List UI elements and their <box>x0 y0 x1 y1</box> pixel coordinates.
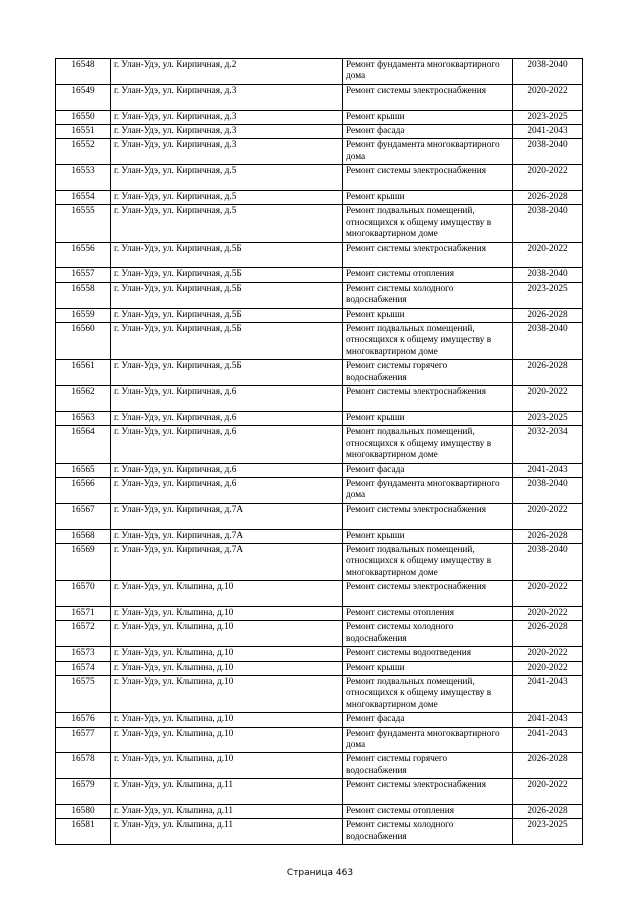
address-cell: г. Улан-Удэ, ул. Кирпичная, д.5Б <box>111 323 343 360</box>
table-row <box>56 779 583 805</box>
address-cell: г. Улан-Удэ, ул. Клыпина, д.11 <box>111 779 343 805</box>
address-cell: г. Улан-Удэ, ул. Клыпина, д.10 <box>111 676 343 713</box>
period-cell: 2041-2043 <box>513 713 583 727</box>
address-cell: г. Улан-Удэ, ул. Кирпичная, д.7А <box>111 503 343 529</box>
work-type-cell: Ремонт крыши <box>343 529 513 543</box>
work-type-cell: Ремонт крыши <box>343 661 513 675</box>
table-row <box>56 268 583 282</box>
work-type-cell: Ремонт фундамента многоквартирного дома <box>343 477 513 503</box>
work-type-cell: Ремонт крыши <box>343 110 513 124</box>
work-type-cell: Ремонт системы холодного водоснабжения <box>343 819 513 845</box>
address-cell: г. Улан-Удэ, ул. Кирпичная, д.5Б <box>111 282 343 308</box>
address-cell: г. Улан-Удэ, ул. Кирпичная, д.5 <box>111 205 343 242</box>
period-cell: 2041-2043 <box>513 125 583 139</box>
address-cell: г. Улан-Удэ, ул. Клыпина, д.10 <box>111 647 343 661</box>
address-cell: г. Улан-Удэ, ул. Кирпичная, д.3 <box>111 84 343 110</box>
period-cell: 2038-2040 <box>513 205 583 242</box>
address-cell: г. Улан-Удэ, ул. Кирпичная, д.6 <box>111 426 343 463</box>
table-row <box>56 713 583 727</box>
work-type-cell: Ремонт крыши <box>343 191 513 205</box>
period-cell: 2038-2040 <box>513 139 583 165</box>
work-type-cell: Ремонт системы холодного водоснабжения <box>343 621 513 647</box>
period-cell: 2020-2022 <box>513 581 583 607</box>
row-number: 16563 <box>56 411 111 425</box>
table-row <box>56 647 583 661</box>
work-type-cell: Ремонт фасада <box>343 463 513 477</box>
work-type-cell: Ремонт фундамента многоквартирного дома <box>343 727 513 753</box>
address-cell: г. Улан-Удэ, ул. Кирпичная, д.5Б <box>111 268 343 282</box>
period-cell: 2026-2028 <box>513 360 583 386</box>
table-row <box>56 308 583 322</box>
table-row <box>56 110 583 124</box>
row-number: 16551 <box>56 125 111 139</box>
row-number: 16567 <box>56 503 111 529</box>
address-cell: г. Улан-Удэ, ул. Клыпина, д.10 <box>111 713 343 727</box>
table-row <box>56 661 583 675</box>
table-row <box>56 477 583 503</box>
period-cell: 2020-2022 <box>513 242 583 268</box>
row-number: 16555 <box>56 205 111 242</box>
row-number: 16571 <box>56 606 111 620</box>
period-cell: 2023-2025 <box>513 110 583 124</box>
period-cell: 2023-2025 <box>513 411 583 425</box>
row-number: 16575 <box>56 676 111 713</box>
period-cell: 2023-2025 <box>513 819 583 845</box>
address-cell: г. Улан-Удэ, ул. Клыпина, д.10 <box>111 621 343 647</box>
table-row <box>56 84 583 110</box>
address-cell: г. Улан-Удэ, ул. Клыпина, д.10 <box>111 581 343 607</box>
table-row <box>56 727 583 753</box>
work-type-cell: Ремонт системы электроснабжения <box>343 386 513 412</box>
work-type-cell: Ремонт системы горячего водоснабжения <box>343 753 513 779</box>
work-type-cell: Ремонт системы отопления <box>343 606 513 620</box>
period-cell: 2020-2022 <box>513 779 583 805</box>
period-cell: 2026-2028 <box>513 753 583 779</box>
table-row <box>56 463 583 477</box>
address-cell: г. Улан-Удэ, ул. Кирпичная, д.5Б <box>111 242 343 268</box>
table-row <box>56 411 583 425</box>
row-number: 16550 <box>56 110 111 124</box>
address-cell: г. Улан-Удэ, ул. Кирпичная, д.3 <box>111 139 343 165</box>
table-row <box>56 503 583 529</box>
address-cell: г. Улан-Удэ, ул. Клыпина, д.11 <box>111 805 343 819</box>
work-type-cell: Ремонт системы электроснабжения <box>343 503 513 529</box>
table-body <box>56 59 583 845</box>
address-cell: г. Улан-Удэ, ул. Кирпичная, д.7А <box>111 543 343 580</box>
period-cell: 2038-2040 <box>513 59 583 85</box>
table-row <box>56 242 583 268</box>
period-cell: 2026-2028 <box>513 529 583 543</box>
table-row <box>56 621 583 647</box>
address-cell: г. Улан-Удэ, ул. Кирпичная, д.5Б <box>111 360 343 386</box>
period-cell: 2041-2043 <box>513 676 583 713</box>
table-row <box>56 676 583 713</box>
table-row <box>56 426 583 463</box>
period-cell: 2023-2025 <box>513 282 583 308</box>
period-cell: 2020-2022 <box>513 661 583 675</box>
row-number: 16573 <box>56 647 111 661</box>
address-cell: г. Улан-Удэ, ул. Клыпина, д.10 <box>111 606 343 620</box>
row-number: 16564 <box>56 426 111 463</box>
row-number: 16572 <box>56 621 111 647</box>
period-cell: 2038-2040 <box>513 477 583 503</box>
period-cell: 2020-2022 <box>513 647 583 661</box>
work-type-cell: Ремонт системы электроснабжения <box>343 581 513 607</box>
row-number: 16548 <box>56 59 111 85</box>
row-number: 16581 <box>56 819 111 845</box>
work-type-cell: Ремонт фасада <box>343 125 513 139</box>
row-number: 16552 <box>56 139 111 165</box>
address-cell: г. Улан-Удэ, ул. Кирпичная, д.5Б <box>111 308 343 322</box>
period-cell: 2038-2040 <box>513 543 583 580</box>
address-cell: г. Улан-Удэ, ул. Кирпичная, д.7А <box>111 529 343 543</box>
work-type-cell: Ремонт системы электроснабжения <box>343 779 513 805</box>
row-number: 16568 <box>56 529 111 543</box>
work-type-cell: Ремонт системы электроснабжения <box>343 84 513 110</box>
table-row <box>56 543 583 580</box>
address-cell: г. Улан-Удэ, ул. Кирпичная, д.2 <box>111 59 343 85</box>
work-type-cell: Ремонт системы отопления <box>343 805 513 819</box>
row-number: 16570 <box>56 581 111 607</box>
table-row <box>56 125 583 139</box>
row-number: 16566 <box>56 477 111 503</box>
work-type-cell: Ремонт системы электроснабжения <box>343 242 513 268</box>
address-cell: г. Улан-Удэ, ул. Клыпина, д.11 <box>111 819 343 845</box>
work-type-cell: Ремонт крыши <box>343 308 513 322</box>
period-cell: 2026-2028 <box>513 805 583 819</box>
row-number: 16557 <box>56 268 111 282</box>
work-type-cell: Ремонт системы электроснабжения <box>343 165 513 191</box>
address-cell: г. Улан-Удэ, ул. Клыпина, д.10 <box>111 753 343 779</box>
row-number: 16565 <box>56 463 111 477</box>
period-cell: 2020-2022 <box>513 84 583 110</box>
work-type-cell: Ремонт подвальных помещений, относящихся к общему имуществу в многоквартирном доме <box>343 205 513 242</box>
row-number: 16559 <box>56 308 111 322</box>
work-type-cell: Ремонт подвальных помещений, относящихся к общему имуществу в многоквартирном доме <box>343 426 513 463</box>
row-number: 16576 <box>56 713 111 727</box>
address-cell: г. Улан-Удэ, ул. Кирпичная, д.6 <box>111 386 343 412</box>
period-cell: 2041-2043 <box>513 727 583 753</box>
table-row <box>56 323 583 360</box>
period-cell: 2038-2040 <box>513 323 583 360</box>
period-cell: 2026-2028 <box>513 191 583 205</box>
work-type-cell: Ремонт фундамента многоквартирного дома <box>343 139 513 165</box>
capital-repair-table <box>55 58 583 845</box>
table-row <box>56 805 583 819</box>
table-row <box>56 59 583 85</box>
page-number: Страница 463 <box>286 868 354 878</box>
work-type-cell: Ремонт подвальных помещений, относящихся к общему имуществу в многоквартирном доме <box>343 676 513 713</box>
work-type-cell: Ремонт фундамента многоквартирного дома <box>343 59 513 85</box>
work-type-cell: Ремонт фасада <box>343 713 513 727</box>
work-type-cell: Ремонт системы горячего водоснабжения <box>343 360 513 386</box>
table-row <box>56 191 583 205</box>
address-cell: г. Улан-Удэ, ул. Кирпичная, д.6 <box>111 477 343 503</box>
row-number: 16554 <box>56 191 111 205</box>
work-type-cell: Ремонт крыши <box>343 411 513 425</box>
table-row <box>56 205 583 242</box>
row-number: 16577 <box>56 727 111 753</box>
address-cell: г. Улан-Удэ, ул. Кирпичная, д.6 <box>111 463 343 477</box>
period-cell: 2026-2028 <box>513 621 583 647</box>
work-type-cell: Ремонт подвальных помещений, относящихся к общему имуществу в многоквартирном доме <box>343 323 513 360</box>
address-cell: г. Улан-Удэ, ул. Кирпичная, д.3 <box>111 110 343 124</box>
row-number: 16579 <box>56 779 111 805</box>
address-cell: г. Улан-Удэ, ул. Кирпичная, д.5 <box>111 165 343 191</box>
row-number: 16558 <box>56 282 111 308</box>
table-row <box>56 282 583 308</box>
table-row <box>56 606 583 620</box>
row-number: 16549 <box>56 84 111 110</box>
work-type-cell: Ремонт системы отопления <box>343 268 513 282</box>
row-number: 16560 <box>56 323 111 360</box>
row-number: 16562 <box>56 386 111 412</box>
work-type-cell: Ремонт подвальных помещений, относящихся к общему имуществу в многоквартирном доме <box>343 543 513 580</box>
address-cell: г. Улан-Удэ, ул. Кирпичная, д.3 <box>111 125 343 139</box>
table-row <box>56 139 583 165</box>
period-cell: 2032-2034 <box>513 426 583 463</box>
row-number: 16574 <box>56 661 111 675</box>
table-row <box>56 753 583 779</box>
period-cell: 2020-2022 <box>513 165 583 191</box>
row-number: 16556 <box>56 242 111 268</box>
work-type-cell: Ремонт системы водоотведения <box>343 647 513 661</box>
period-cell: 2020-2022 <box>513 503 583 529</box>
period-cell: 2020-2022 <box>513 606 583 620</box>
row-number: 16578 <box>56 753 111 779</box>
address-cell: г. Улан-Удэ, ул. Клыпина, д.10 <box>111 727 343 753</box>
work-type-cell: Ремонт системы холодного водоснабжения <box>343 282 513 308</box>
row-number: 16580 <box>56 805 111 819</box>
table-row <box>56 386 583 412</box>
table-row <box>56 581 583 607</box>
address-cell: г. Улан-Удэ, ул. Кирпичная, д.5 <box>111 191 343 205</box>
row-number: 16561 <box>56 360 111 386</box>
table-row <box>56 360 583 386</box>
table-row <box>56 529 583 543</box>
period-cell: 2026-2028 <box>513 308 583 322</box>
period-cell: 2041-2043 <box>513 463 583 477</box>
period-cell: 2038-2040 <box>513 268 583 282</box>
row-number: 16553 <box>56 165 111 191</box>
table-row <box>56 165 583 191</box>
address-cell: г. Улан-Удэ, ул. Кирпичная, д.6 <box>111 411 343 425</box>
period-cell: 2020-2022 <box>513 386 583 412</box>
address-cell: г. Улан-Удэ, ул. Клыпина, д.10 <box>111 661 343 675</box>
row-number: 16569 <box>56 543 111 580</box>
table-row <box>56 819 583 845</box>
